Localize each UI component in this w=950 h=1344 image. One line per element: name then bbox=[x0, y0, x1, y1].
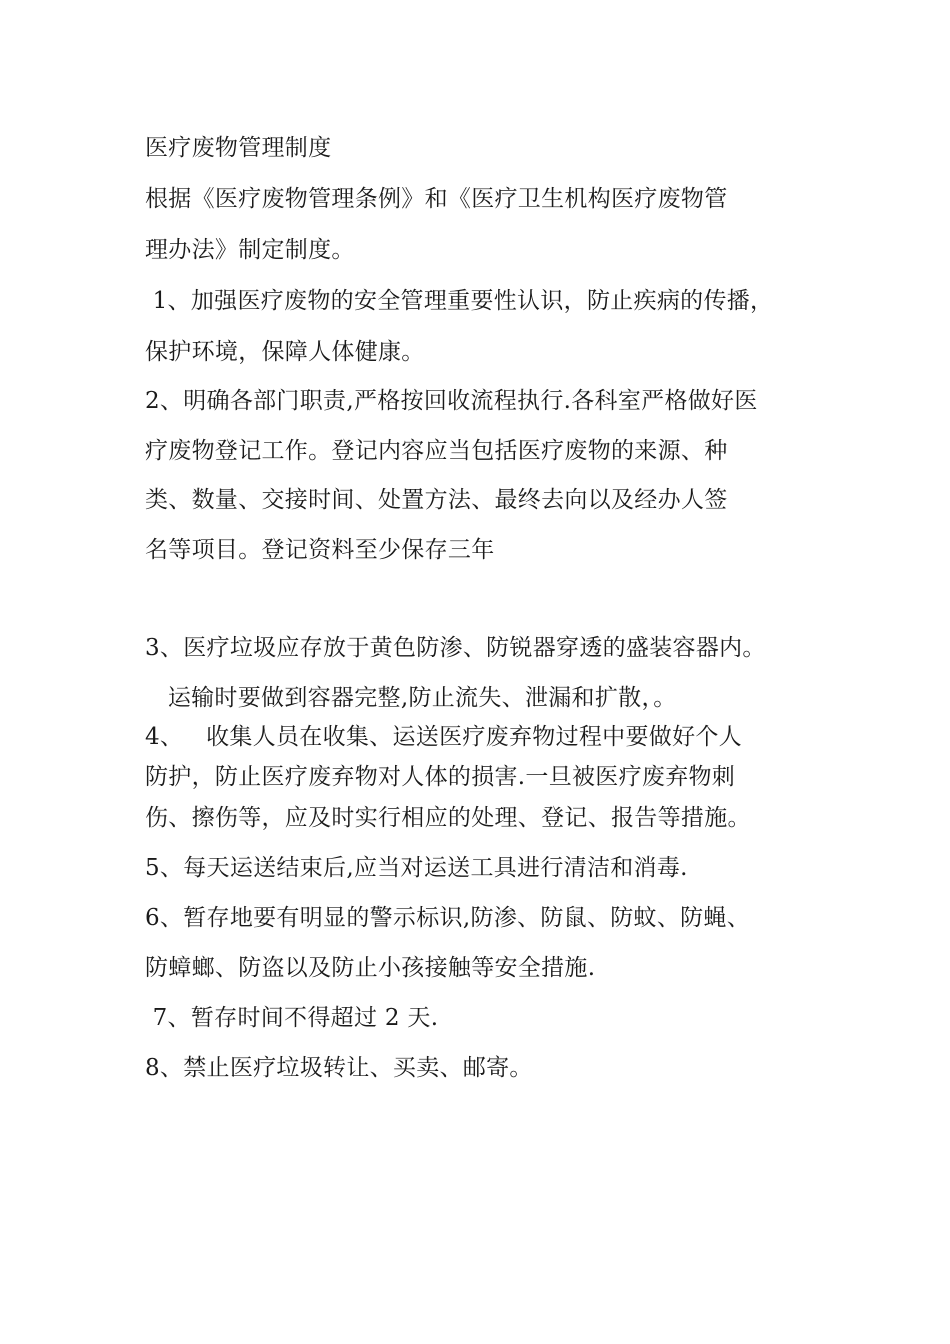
item-2-line-3: 类、数量、交接时间、处置方法、最终去向以及经办人签 bbox=[145, 487, 728, 513]
item-1-line-2: 保护环境，保障人体健康。 bbox=[145, 339, 425, 365]
item-8-line-1: 8、禁止医疗垃圾转让、买卖、邮寄。 bbox=[145, 1055, 533, 1081]
item-2-line-1: 2、明确各部门职责,严格按回收流程执行.各科室严格做好医 bbox=[145, 388, 758, 414]
item-6-line-1: 6、暂存地要有明显的警示标识,防渗、防鼠、防蚊、防蝇、 bbox=[145, 905, 751, 931]
item-2-line-2: 疗废物登记工作。登记内容应当包括医疗废物的来源、种 bbox=[145, 438, 728, 464]
item-2-line-4: 名等项目。登记资料至少保存三年 bbox=[145, 537, 495, 563]
item-6-line-2: 防蟑螂、防盗以及防止小孩接触等安全措施. bbox=[145, 955, 596, 981]
item-4-line-1: 4、 收集人员在收集、运送医疗废弃物过程中要做好个人 bbox=[145, 724, 742, 750]
item-3-line-2: 运输时要做到容器完整,防止流失、泄漏和扩散，。 bbox=[145, 685, 677, 711]
item-4-line-2: 防护，防止医疗废弃物对人体的损害.一旦被医疗废弃物刺 bbox=[145, 764, 736, 790]
document-title: 医疗废物管理制度 bbox=[145, 135, 332, 161]
intro-line-2: 理办法》制定制度。 bbox=[145, 237, 355, 263]
item-5-line-1: 5、每天运送结束后,应当对运送工具进行清洁和消毒. bbox=[145, 855, 688, 881]
item-1-line-1: 1、加强医疗废物的安全管理重要性认识，防止疾病的传播， bbox=[145, 288, 774, 314]
item-4-line-3: 伤、擦伤等，应及时实行相应的处理、登记、报告等措施。 bbox=[145, 805, 751, 831]
item-3-line-1: 3、医疗垃圾应存放于黄色防渗、防锐器穿透的盛装容器内。 bbox=[145, 635, 766, 661]
intro-line-1: 根据《医疗废物管理条例》和《医疗卫生机构医疗废物管 bbox=[145, 186, 728, 212]
item-7-line-1: 7、暂存时间不得超过 2 天. bbox=[145, 1005, 439, 1031]
